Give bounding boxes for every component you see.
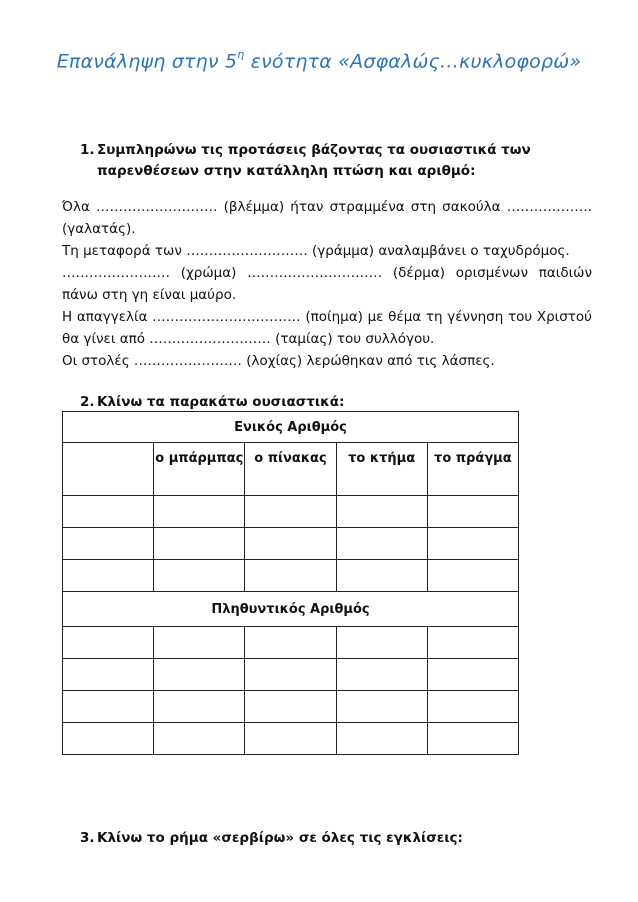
singular-answer-row xyxy=(63,528,519,560)
answer-cell[interactable] xyxy=(154,528,245,560)
noun-header-barmpas: ο μπάρμπας xyxy=(154,443,245,496)
plural-answer-row xyxy=(63,691,519,723)
plural-answer-row xyxy=(63,659,519,691)
title-prefix: Επανάληψη στην 5 xyxy=(56,50,238,73)
answer-cell[interactable] xyxy=(245,691,336,723)
worksheet-title xyxy=(0,50,638,72)
answer-cell[interactable] xyxy=(245,659,336,691)
answer-cell[interactable] xyxy=(245,560,336,592)
plural-answer-row xyxy=(63,627,519,659)
noun-header-pragma: το πράγμα xyxy=(427,443,518,496)
answer-cell[interactable] xyxy=(336,659,427,691)
answer-cell[interactable] xyxy=(336,560,427,592)
exercise-3-number: 3. xyxy=(80,830,95,846)
answer-cell[interactable] xyxy=(336,528,427,560)
answer-cell[interactable] xyxy=(427,496,518,528)
plural-header-row xyxy=(63,592,519,627)
sentence-5: Οι στολές …………………… (λοχίας) λερώθηκαν από τις λάσπες. xyxy=(62,353,495,369)
answer-cell[interactable] xyxy=(245,528,336,560)
exercise-1-sentences xyxy=(62,196,592,372)
case-cell[interactable] xyxy=(63,496,154,528)
answer-cell[interactable] xyxy=(336,723,427,755)
answer-cell[interactable] xyxy=(154,659,245,691)
answer-cell[interactable] xyxy=(336,496,427,528)
case-column-header xyxy=(63,443,154,496)
answer-cell[interactable] xyxy=(245,723,336,755)
noun-header-pinakas: ο πίνακας xyxy=(245,443,336,496)
answer-cell[interactable] xyxy=(427,723,518,755)
title-superscript: η xyxy=(237,48,245,61)
exercise-3-instruction: Κλίνω το ρήμα «σερβίρω» σε όλες τις εγκλίσεις: xyxy=(97,830,463,846)
answer-cell[interactable] xyxy=(245,496,336,528)
answer-cell[interactable] xyxy=(154,496,245,528)
answer-cell[interactable] xyxy=(336,627,427,659)
exercise-3-heading xyxy=(80,828,580,849)
answer-cell[interactable] xyxy=(427,659,518,691)
exercise-1-heading xyxy=(80,140,560,182)
singular-answer-row xyxy=(63,560,519,592)
answer-cell[interactable] xyxy=(245,627,336,659)
exercise-2-instruction: Κλίνω τα παρακάτω ουσιαστικά: xyxy=(97,394,345,410)
answer-cell[interactable] xyxy=(427,528,518,560)
answer-cell[interactable] xyxy=(154,560,245,592)
answer-cell[interactable] xyxy=(154,627,245,659)
sentence-4: Η απαγγελία …………………………… (ποίημα) με θέμα τη γέννηση του Χριστού θα γίνει από ……………………… (ταμίας) του συλλόγου. xyxy=(62,309,592,347)
answer-cell[interactable] xyxy=(154,723,245,755)
plural-answer-row xyxy=(63,723,519,755)
plural-label: Πληθυντικός Αριθμός xyxy=(63,592,519,627)
singular-header-row xyxy=(63,412,519,443)
singular-label: Ενικός Αριθμός xyxy=(63,412,519,443)
sentence-2: Τη μεταφορά των ……………………… (γράμμα) αναλαμβάνει ο ταχυδρόμος. xyxy=(62,243,570,259)
title-suffix: ενότητα «Ασφαλώς…κυκλοφορώ» xyxy=(244,50,582,73)
answer-cell[interactable] xyxy=(427,560,518,592)
answer-cell[interactable] xyxy=(336,691,427,723)
answer-cell[interactable] xyxy=(154,691,245,723)
case-cell[interactable] xyxy=(63,528,154,560)
case-cell[interactable] xyxy=(63,723,154,755)
exercise-1-number: 1. xyxy=(80,142,95,158)
exercise-2-number: 2. xyxy=(80,394,95,410)
case-cell[interactable] xyxy=(63,627,154,659)
sentence-3: …………………… (χρώμα) ………………………… (δέρμα) ορισμένων παιδιών πάνω στη γη είναι μαύρο. xyxy=(62,265,592,303)
exercise-1-instruction: Συμπληρώνω τις προτάσεις βάζοντας τα ουσιαστικά των παρενθέσεων στην κατάλληλη πτώση και αριθμό: xyxy=(97,142,531,179)
sentence-1: Όλα ……………………… (βλέμμα) ήταν στραμμένα στη σακούλα ………………. (γαλατάς). xyxy=(62,199,592,237)
exercise-2-heading xyxy=(80,392,560,413)
singular-answer-row xyxy=(63,496,519,528)
case-cell[interactable] xyxy=(63,659,154,691)
answer-cell[interactable] xyxy=(427,691,518,723)
declension-table xyxy=(62,411,519,755)
answer-cell[interactable] xyxy=(427,627,518,659)
noun-header-row xyxy=(63,443,519,496)
noun-header-ktima: το κτήμα xyxy=(336,443,427,496)
case-cell[interactable] xyxy=(63,691,154,723)
case-cell[interactable] xyxy=(63,560,154,592)
